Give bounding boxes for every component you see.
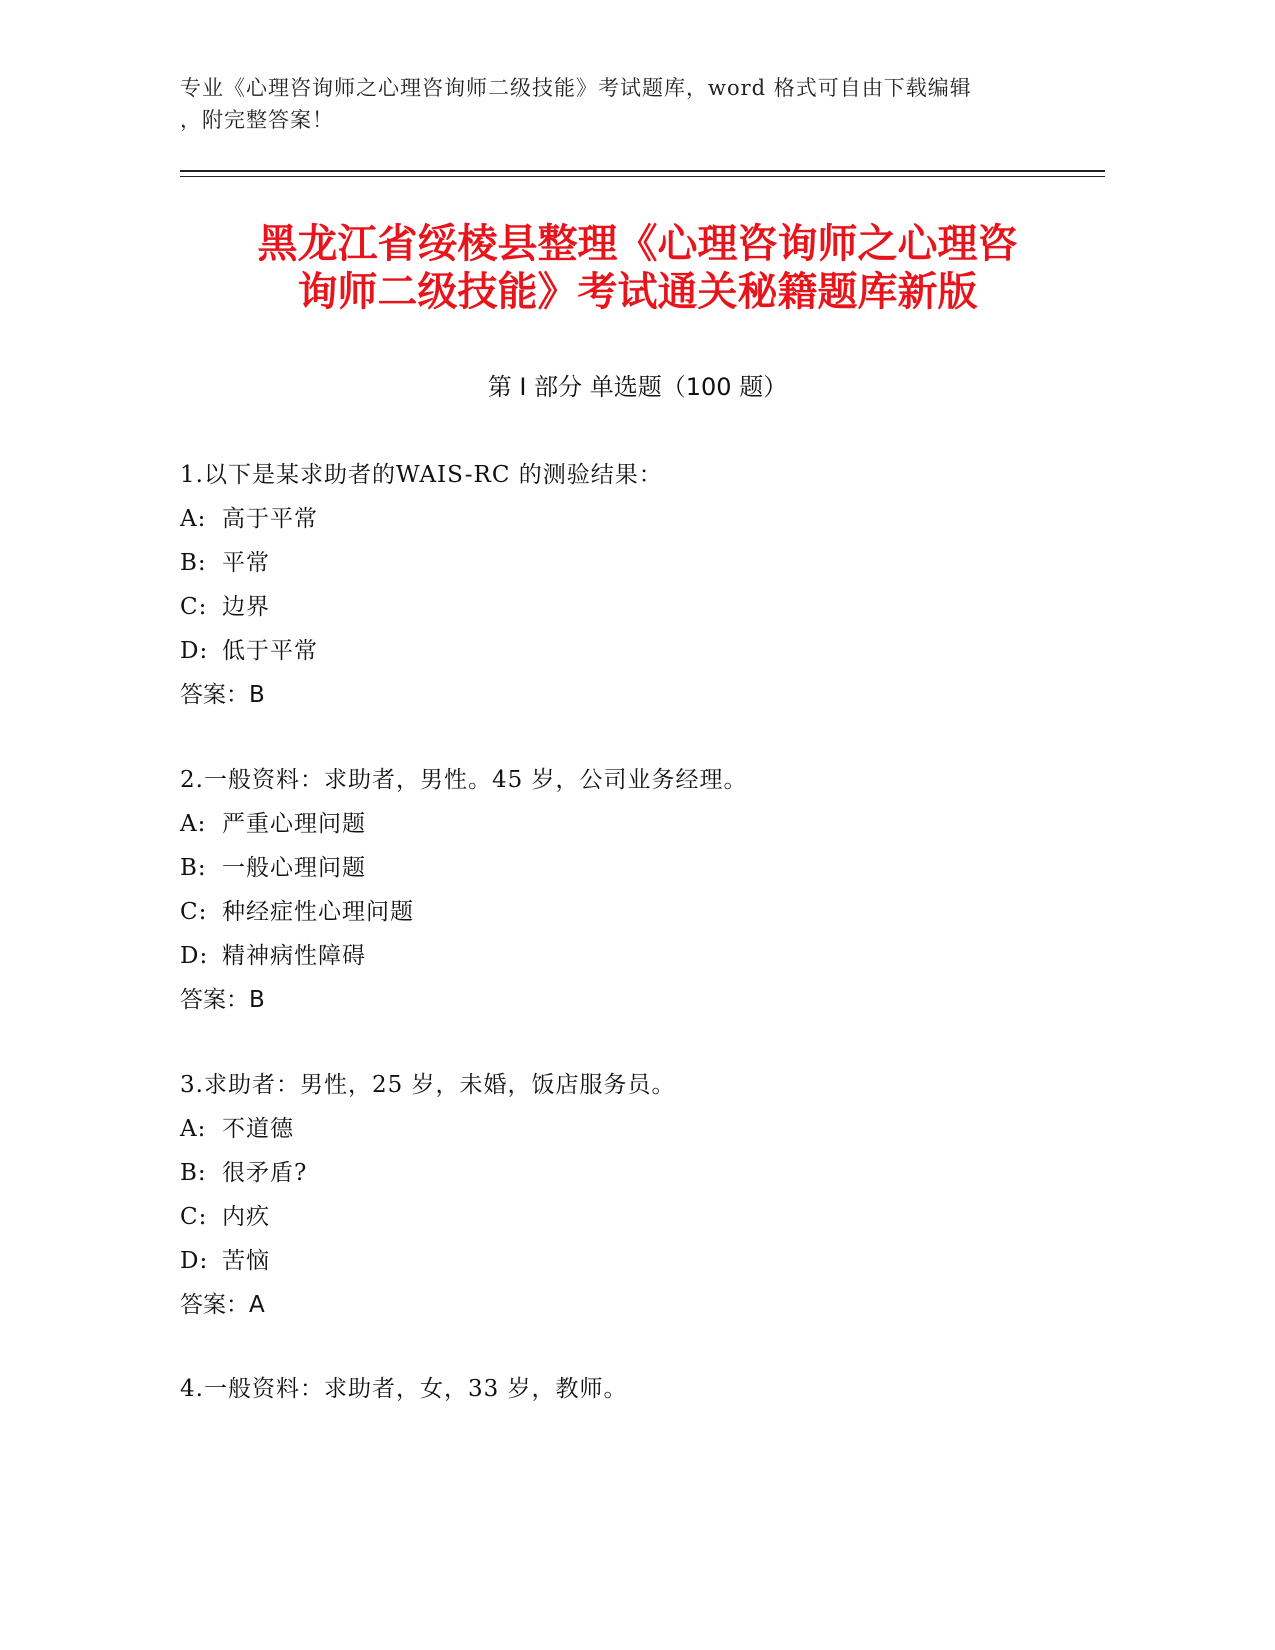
option-key: D: (180, 1248, 209, 1274)
section-heading: 第 I 部分 单选题（100 题） (487, 373, 788, 401)
document-title (150, 220, 1125, 316)
option-text: 苦恼 (222, 1248, 270, 1274)
option-c (180, 890, 1080, 934)
option-key: D: (180, 638, 209, 664)
document-title-line-1: 黑龙江省绥棱县整理《心理咨询师之心理咨 (257, 221, 1018, 267)
option-key: C: (180, 594, 208, 620)
option-key: B: (180, 1160, 207, 1186)
answer-line: 答案：B (180, 987, 265, 1013)
header-note (180, 72, 1050, 136)
option-d (180, 934, 1080, 978)
header-divider-thick (180, 170, 1105, 172)
option-d (180, 1239, 1080, 1283)
option-a (180, 802, 1080, 846)
option-b (180, 1151, 1080, 1195)
question-1 (180, 453, 1080, 717)
option-key: C: (180, 1204, 208, 1230)
header-note-line-1: 专业《心理咨询师之心理咨询师二级技能》考试题库，word 格式可自由下载编辑 (180, 76, 972, 100)
header-divider-thin (180, 176, 1105, 177)
option-key: A: (180, 1116, 207, 1142)
option-a (180, 1107, 1080, 1151)
answer-line: 答案：A (180, 1292, 265, 1318)
option-c (180, 585, 1080, 629)
option-text: 低于平常 (222, 638, 318, 664)
question-2 (180, 758, 1080, 1022)
question-stem: 3.求助者：男性，25 岁，未婚，饭店服务员。 (180, 1072, 676, 1098)
header-note-line-2: ，附完整答案！ (180, 108, 334, 132)
option-text: 高于平常 (222, 506, 318, 532)
option-text: 精神病性障碍 (222, 943, 366, 969)
option-c (180, 1195, 1080, 1239)
option-text: 很矛盾? (222, 1160, 308, 1186)
option-key: A: (180, 506, 207, 532)
option-text: 种经症性心理问题 (222, 899, 414, 925)
document-title-line-2: 询师二级技能》考试通关秘籍题库新版 (297, 269, 978, 315)
question-stem: 2.一般资料：求助者，男性。45 岁，公司业务经理。 (180, 767, 748, 793)
option-d (180, 629, 1080, 673)
option-key: A: (180, 811, 207, 837)
option-key: B: (180, 550, 207, 576)
option-key: B: (180, 855, 207, 881)
option-text: 边界 (222, 594, 270, 620)
question-stem: 1.以下是某求助者的WAIS-RC 的测验结果： (180, 462, 663, 488)
option-text: 平常 (222, 550, 270, 576)
option-text: 严重心理问题 (222, 811, 366, 837)
option-b (180, 846, 1080, 890)
question-stem: 4.一般资料：求助者，女，33 岁，教师。 (180, 1376, 628, 1402)
option-text: 一般心理问题 (222, 855, 366, 881)
answer-line: 答案：B (180, 682, 265, 708)
option-a (180, 497, 1080, 541)
option-b (180, 541, 1080, 585)
question-4 (180, 1367, 1080, 1411)
option-key: C: (180, 899, 208, 925)
question-3 (180, 1063, 1080, 1327)
option-text: 不道德 (222, 1116, 294, 1142)
option-key: D: (180, 943, 209, 969)
option-text: 内疚 (222, 1204, 270, 1230)
